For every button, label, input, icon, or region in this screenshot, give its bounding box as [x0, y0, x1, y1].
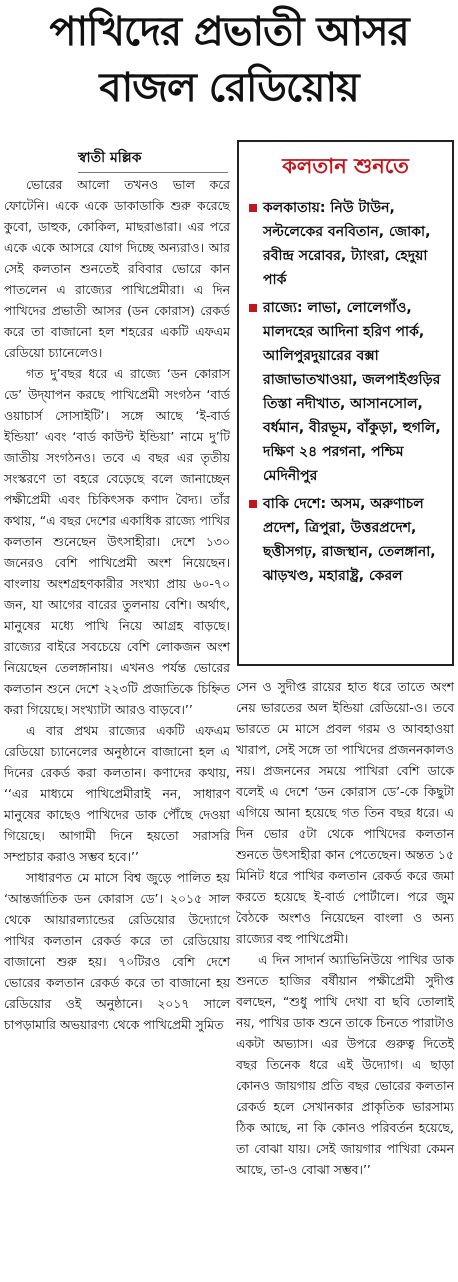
bullet-square-icon — [249, 500, 257, 508]
list-item-text: কলকাতায়: নিউ টাউন, সল্টলেকের বনবিতান, জোকা, রবীন্দ্র সরোবর, ট্যাংরা, হেদুয়া পার্ক — [263, 200, 431, 288]
list-item-text: বাকি দেশে: অসম, অরুণাচল প্রদেশ, ত্রিপুরা, উত্তরপ্রদেশ, ছত্তীসগঢ়, রাজস্থান, তেলঙ্গানা, ঝাড়খণ্ড, মহারাষ্ট্র, কেরল — [263, 496, 436, 584]
list-item — [249, 296, 449, 488]
paragraph: সাধারণত মে মাসে বিশ্ব জুড়ে পালিত হয় ‘আন্তর্জাতিক ডন কোরাস ডে’। ২০১৫ সাল থেকে আয়ারল্যান্ডের রেডিয়োর উদ্যোগে পাখির কলতান রেকর্ড করে তা রেডিয়োয় বাজানো শুরু হয়। ৭০টিরও বেশি দেশে ভোরের কলতান রেকর্ড করে তা বাজানো হয় রেডিয়োর ওই অনুষ্ঠানে। ২০১৭ সালে চাপড়ামারি অভয়ারণ্য থেকে পাখিপ্রেমী সুমিত — [4, 870, 230, 1032]
headline-line-2: বাজল রেডিয়োয় — [99, 65, 359, 111]
list-item-text: রাজ্যে: লাভা, লোলেগাঁও, মালদহের আদিনা হরিণ পার্ক, আলিপুরদুয়ারের বক্সা রাজাভাতখাওয়া, জলপাইগুড়ির তিস্তা নদীখাত, আসানসোল, বর্ধমান, বীরভূম, বাঁকুড়া, হুগলি, দক্ষিণ ২৪ পরগনা, পশ্চিম মেদিনীপুর — [263, 300, 441, 484]
sidebar-title: কলতান শুনতে — [282, 154, 409, 178]
list-item — [249, 492, 449, 588]
list-item — [249, 196, 449, 292]
bullet-square-icon — [249, 304, 257, 312]
article-column-right — [236, 676, 454, 1180]
paragraph: এ বার প্রথম রাজ্যের একটি এফএম রেডিয়ো চ্যানেলের অনুষ্ঠানে বাজানো হল এ দিনের রেকর্ড করা কলতান। কণাদের কথায়, ‘‘এর মাধ্যমে পাখিপ্রেমীরাই নন, সাধারণ মানুষের কাছেও পাখিদের ডাক পৌঁছে দেওয়া গিয়েছে। আগামী দিনে হয়তো সরাসরি সম্প্রচার করাও সম্ভব হবে।’’ — [4, 723, 230, 864]
sidebar-list — [249, 196, 449, 592]
headline — [0, 2, 458, 118]
paragraph: এ দিন সাদার্ন অ্যাভিনিউয়ে পাখির ডাক শুনতে হাজির বর্ষীয়ান পক্ষীপ্রেমী সুদীপ্ত বলছেন, “শুধু পাখি দেখা বা ছবি তোলাই নয়, পাখির ডাক শুনে তাকে চিনতে পারাটাও একটা অভ্যাস। এর উপরে গুরুত্ব দিতেই বছর তিনেক ধরে এই উদ্যোগ। এ ছাড়া কোনও জায়গায় প্রতি বছর ভোরের কলতান রেকর্ড হলে সেখানকার প্রাকৃতিক ভারসাম্য ঠিক আছে, না কি কোনও পরিবর্তন হয়েছে, তা বোঝা যায়। সেই জায়গার পাখিরা কেমন আছে, তা-ও বোঝা সম্ভব।’’ — [236, 952, 454, 1177]
article-column-left — [4, 174, 230, 1035]
byline: স্বাতী মল্লিক — [78, 146, 228, 173]
paragraph: ভোরের আলো তখনও ভাল করে ফোটেনি। একে একে ডাকাডাকি শুরু করেছে কুবো, ডাহুক, কোকিল, মাছরাঙারা। এর পরে একে একে আসরে যোগ দিচ্ছে অন্যরাও। আর সেই কলতান শুনতেই রবিবার ভোরে কান পাতলেন এ রাজ্যের পাখিপ্রেমীরা। এ দিন পাখিদের প্রভাতী আসর (ডন কোরাস) রেকর্ড করে তা বাজানো হল শহরের একটি এফএম রেডিয়ো চ্যানেলেও। — [4, 177, 230, 360]
sidebar-box — [237, 140, 454, 666]
paragraph: সেন ও সুদীপ্ত রায়ের হাত ধরে তাতে অংশ নেয় ভারতের অল ইন্ডিয়া রেডিয়ো-ও। তবে ভারতে মে মাসে প্রবল গরম ও আবহাওয়া খারাপ, সেই সঙ্গে তা পাখিদের প্রজননকালও নয়। প্রজননের সময়ে পাখিরা বেশি ডাকে বলেই এ দেশে ‘ডন কোরাস ডে’-কে কিছুটা এগিয়ে আনা হয়েছে গত তিন বছর ধরে। এ দিন ভোর ৫টা থেকে পাখিদের কলতান শুনতে উৎসাহীরা কান পেতেছেন। অন্তত ১৫ মিনিট ধরে পাখির কলতান রেকর্ড করে জমা করতে হয়েছে ই-বার্ড পোর্টালে। পরে জুম বৈঠকে অংশও নিয়েছেন বাংলা ও অন্য রাজ্যের বহু পাখিপ্রেমী। — [236, 679, 454, 946]
bullet-square-icon — [249, 204, 257, 212]
headline-line-1: পাখিদের প্রভাতী আসর — [49, 9, 409, 55]
paragraph: গত দু’বছর ধরে এ রাজ্যে ‘ডন কোরাস ডে’ উদ্‌যাপন করছে পাখিপ্রেমী সংগঠন ‘বার্ড ওয়াচার্স সোসাইটি’। সঙ্গে আছে ‘ই-বার্ড ইন্ডিয়া’ এবং ‘বার্ড কাউন্ট ইন্ডিয়া’ নামে দু’টি জাতীয় সংগঠনও। তবে এ বছর এর তৃতীয় সংস্করণে তা বহরে বেড়েছে বলে জানাচ্ছেন পক্ষীপ্রেমী এবং চিকিৎসক কণাদ বৈদ্য। তাঁর কথায়, “এ বছর দেশের একাধিক রাজ্যে পাখির কলতান শুনেছেন উৎসাহীরা। দেশে ১৩০ জনেরও বেশি পাখিপ্রেমী অংশ নিয়েছেন। বাংলায় অংশগ্রহণকারীর সংখ্যা প্রায় ৬০-৭০ জন, যা আগের বারের তুলনায় বেশি। অর্থাৎ, মানুষের মধ্যে পাখি নিয়ে আগ্রহ বাড়ছে। রাজ্যের বাইরে সবচেয়ে বেশি লোকজন অংশ নিয়েছেন তেলঙ্গানায়। এখনও পর্যন্ত ভোরের কলতান শুনে দেশে ২২৩টি প্রজাতিকে চিহ্নিত করা গিয়েছে। সংখ্যাটা আরও বাড়বে।’’ — [4, 366, 230, 717]
